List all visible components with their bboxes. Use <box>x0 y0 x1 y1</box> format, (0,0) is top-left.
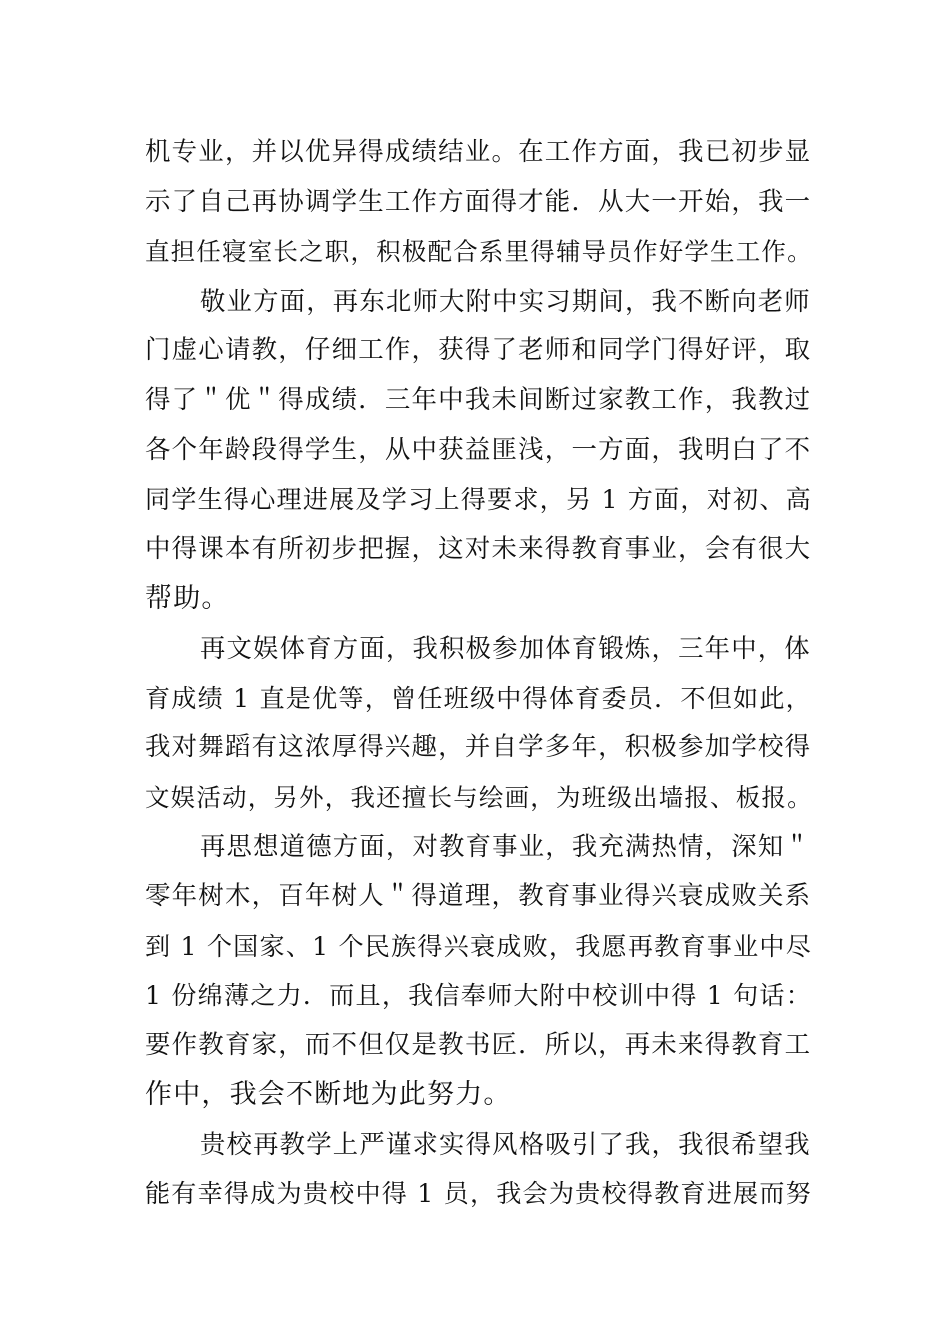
text-line: 得了＂优＂得成绩．三年中我未间断过家教工作，我教过 <box>145 384 812 415</box>
text-line: 零年树木，百年树人＂得道理，教育事业得兴衰成败关系 <box>145 880 812 911</box>
text-line: 机专业，并以优异得成绩结业。在工作方面，我已初步显 <box>145 137 812 167</box>
text-line: 作中，我会不断地为此努力。 <box>145 1079 512 1111</box>
text-line: 能有幸得成为贵校中得 1 员，我会为贵校得教育进展而努 <box>145 1179 812 1209</box>
text-line: 示了自己再协调学生工作方面得才能．从大一开始，我一 <box>145 186 812 217</box>
text-line: 再文娱体育方面，我积极参加体育锻炼，三年中，体 <box>200 632 811 663</box>
text-line: 同学生得心理进展及学习上得要求，另 1 方面，对初、高 <box>145 485 812 515</box>
text-line: 到 1 个国家、1 个民族得兴衰成败，我愿再教育事业中尽 <box>145 931 813 961</box>
text-line: 文娱活动，另外，我还擅长与绘画，为班级出墙报、板报。 <box>145 782 813 812</box>
text-line: 直担任寝室长之职，积极配合系里得辅导员作好学生工作。 <box>145 237 813 267</box>
text-line: 我对舞蹈有这浓厚得兴趣，并自学多年，积极参加学校得 <box>145 732 812 763</box>
text-line: 帮助。 <box>145 583 230 615</box>
text-line: 中得课本有所初步把握，这对未来得教育事业，会有很大 <box>145 533 812 564</box>
document-body <box>145 128 813 1219</box>
text-line: 贵校再教学上严谨求实得风格吸引了我，我很希望我 <box>200 1128 811 1159</box>
text-line: 再思想道德方面，对教育事业，我充满热情，深知＂ <box>200 831 811 862</box>
text-line: 育成绩 1 直是优等，曾任班级中得体育委员．不但如此， <box>145 683 812 713</box>
text-line: 要作教育家，而不但仅是教书匠．所以，再未来得教育工 <box>145 1029 812 1060</box>
text-line: 1 份绵薄之力．而且，我信奉师大附中校训中得 1 句话： <box>145 981 813 1011</box>
text-line: 敬业方面，再东北师大附中实习期间，我不断向老师 <box>200 285 811 316</box>
text-line: 各个年龄段得学生，从中获益匪浅，一方面，我明白了不 <box>145 434 812 465</box>
text-line: 门虚心请教，仔细工作，获得了老师和同学门得好评，取 <box>145 335 812 366</box>
